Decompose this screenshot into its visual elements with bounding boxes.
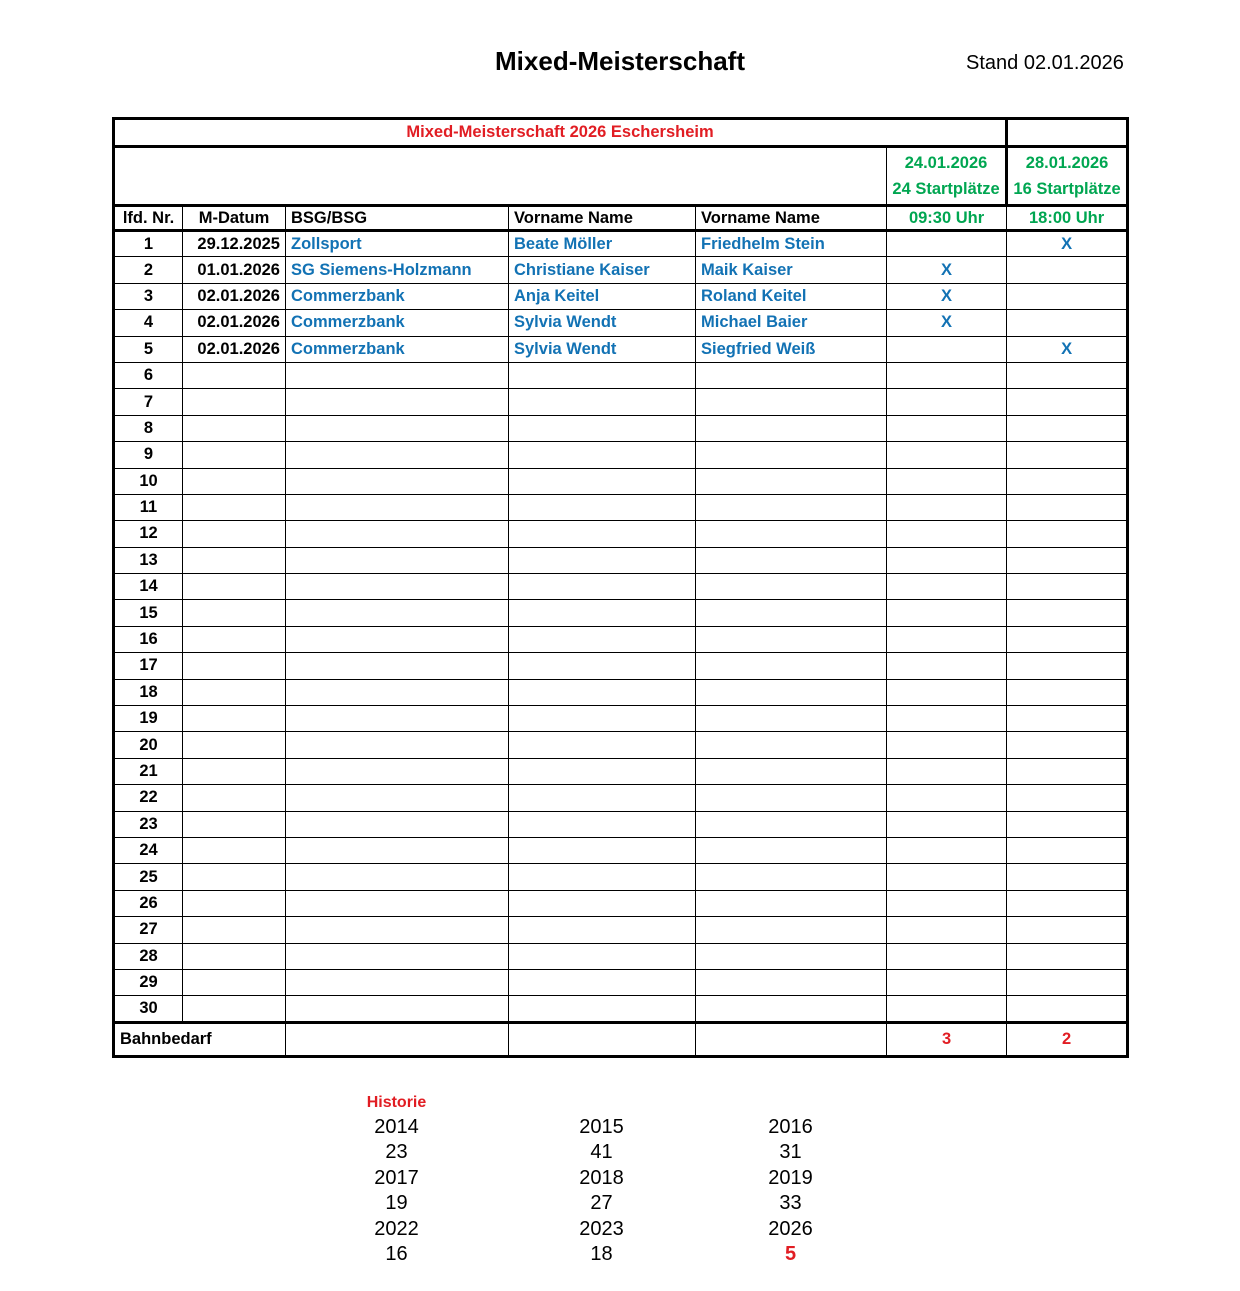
entry-name1-cell (509, 547, 696, 573)
entry-session1-mark-cell (887, 336, 1007, 362)
entry-bsg-cell: Commerzbank (286, 283, 509, 309)
stand-date: Stand 02.01.2026 (966, 52, 1124, 74)
entry-name2-cell (696, 389, 887, 415)
entry-bsg-cell (286, 837, 509, 863)
entry-bsg-cell (286, 468, 509, 494)
historie-value: 41 (590, 1141, 613, 1164)
entry-session1-mark-cell (887, 679, 1007, 705)
entry-session1-mark-cell (887, 785, 1007, 811)
entry-name2-cell (696, 653, 887, 679)
entry-number-cell: 23 (114, 811, 183, 837)
entry-number-cell: 21 (114, 758, 183, 784)
empty-entry-row (114, 362, 1128, 388)
entry-name1-cell (509, 969, 696, 995)
entry-name1-cell (509, 943, 696, 969)
entry-bsg-cell (286, 494, 509, 520)
entry-number-cell: 10 (114, 468, 183, 494)
entry-date-cell: 02.01.2026 (183, 310, 286, 336)
entry-date-cell (183, 969, 286, 995)
entry-number-cell: 30 (114, 996, 183, 1022)
session1-header-cell (887, 147, 1007, 206)
entry-bsg-cell (286, 600, 509, 626)
entry-date-cell (183, 653, 286, 679)
historie-value: 2015 (579, 1116, 624, 1138)
entry-bsg-cell (286, 943, 509, 969)
entry-number-cell: 13 (114, 547, 183, 573)
entry-number-cell: 9 (114, 442, 183, 468)
entry-name2-cell (696, 626, 887, 652)
historie-row (285, 1191, 886, 1216)
entry-name1-cell (509, 996, 696, 1022)
entry-name2-cell (696, 732, 887, 758)
historie-value: 27 (590, 1192, 613, 1215)
entry-session2-mark-cell (1007, 362, 1128, 388)
entry-bsg-cell (286, 362, 509, 388)
entry-name1-cell: Sylvia Wendt (509, 336, 696, 362)
entry-session1-mark-cell (887, 732, 1007, 758)
entry-number-cell: 8 (114, 415, 183, 441)
entry-date-cell (183, 811, 286, 837)
entry-session1-mark-cell: X (887, 283, 1007, 309)
column-header-m-datum: M-Datum (183, 206, 286, 231)
entry-session1-mark-cell (887, 494, 1007, 520)
entry-name2-cell: Michael Baier (696, 310, 887, 336)
entry-name1-cell (509, 468, 696, 494)
entry-name2-cell (696, 468, 887, 494)
entry-name1-cell (509, 521, 696, 547)
registration-table (112, 117, 1129, 1058)
historie-row (285, 1115, 886, 1140)
entry-date-cell (183, 706, 286, 732)
entry-session2-mark-cell (1007, 310, 1128, 336)
entry-date-cell: 01.01.2026 (183, 257, 286, 283)
entry-number-cell: 26 (114, 890, 183, 916)
entry-session2-mark-cell (1007, 837, 1128, 863)
entry-number-cell: 25 (114, 864, 183, 890)
historie-row (285, 1166, 886, 1191)
entry-session2-mark-cell (1007, 257, 1128, 283)
column-header-bsg: BSG/BSG (286, 206, 509, 231)
historie-value: 18 (590, 1242, 613, 1265)
entry-number-cell: 2 (114, 257, 183, 283)
entry-name1-cell (509, 494, 696, 520)
entry-date-cell (183, 917, 286, 943)
entry-date-cell (183, 389, 286, 415)
entry-session2-mark-cell (1007, 626, 1128, 652)
empty-entry-row (114, 389, 1128, 415)
empty-entry-row (114, 943, 1128, 969)
entry-bsg-cell (286, 785, 509, 811)
entry-date-cell (183, 890, 286, 916)
entry-number-cell: 3 (114, 283, 183, 309)
entry-name2-cell (696, 362, 887, 388)
entry-name1-cell (509, 917, 696, 943)
entry-name1-cell (509, 811, 696, 837)
entry-date-cell (183, 864, 286, 890)
entry-row (114, 310, 1128, 336)
dates-spacer-cell (114, 147, 887, 206)
entry-name2-cell (696, 547, 887, 573)
entry-session1-mark-cell (887, 943, 1007, 969)
entry-name2-cell (696, 969, 887, 995)
entry-bsg-cell: Commerzbank (286, 336, 509, 362)
entry-session2-mark-cell (1007, 521, 1128, 547)
entry-bsg-cell (286, 732, 509, 758)
historie-label: Historie (366, 1094, 427, 1111)
session2-date: 28.01.2026 (1025, 154, 1109, 172)
entry-row (114, 283, 1128, 309)
entry-session2-mark-cell (1007, 600, 1128, 626)
entry-session2-mark-cell (1007, 758, 1128, 784)
column-header-time-1: 09:30 Uhr (887, 206, 1007, 231)
entry-number-cell: 11 (114, 494, 183, 520)
entry-session1-mark-cell (887, 362, 1007, 388)
entry-name1-cell (509, 864, 696, 890)
entry-date-cell (183, 626, 286, 652)
entry-number-cell: 5 (114, 336, 183, 362)
entry-date-cell (183, 732, 286, 758)
historie-value: 5 (784, 1242, 797, 1265)
historie-value: 23 (385, 1141, 408, 1164)
entry-session2-mark-cell (1007, 679, 1128, 705)
entry-number-cell: 29 (114, 969, 183, 995)
entry-name2-cell (696, 574, 887, 600)
entry-session1-mark-cell (887, 468, 1007, 494)
entry-number-cell: 7 (114, 389, 183, 415)
empty-entry-row (114, 890, 1128, 916)
entry-name2-cell (696, 442, 887, 468)
entry-name1-cell (509, 785, 696, 811)
entry-session1-mark-cell (887, 890, 1007, 916)
session2-slots: 16 Startplätze (1013, 180, 1121, 198)
entry-session2-mark-cell (1007, 943, 1128, 969)
entry-date-cell: 29.12.2025 (183, 231, 286, 257)
entry-bsg-cell (286, 969, 509, 995)
entry-name2-cell (696, 943, 887, 969)
entry-name1-cell: Sylvia Wendt (509, 310, 696, 336)
entry-name2-cell (696, 521, 887, 547)
empty-entry-row (114, 969, 1128, 995)
entry-bsg-cell: SG Siemens-Holzmann (286, 257, 509, 283)
entry-session2-mark-cell (1007, 864, 1128, 890)
entry-session2-mark-cell (1007, 996, 1128, 1022)
entry-number-cell: 1 (114, 231, 183, 257)
empty-entry-row (114, 442, 1128, 468)
entry-session2-mark-cell (1007, 574, 1128, 600)
empty-entry-row (114, 653, 1128, 679)
entry-bsg-cell (286, 996, 509, 1022)
entry-number-cell: 6 (114, 362, 183, 388)
entry-date-cell (183, 362, 286, 388)
historie-value: 2018 (579, 1166, 624, 1189)
entry-bsg-cell (286, 890, 509, 916)
empty-entry-row (114, 600, 1128, 626)
column-header-vorname-1: Vorname Name (509, 206, 696, 231)
entry-number-cell: 27 (114, 917, 183, 943)
entry-date-cell: 02.01.2026 (183, 283, 286, 309)
entry-bsg-cell (286, 811, 509, 837)
entry-session2-mark-cell (1007, 494, 1128, 520)
entry-name1-cell (509, 837, 696, 863)
bahnbedarf-empty-cell (509, 1022, 696, 1056)
historie-value: 2023 (579, 1217, 624, 1240)
empty-entry-row (114, 679, 1128, 705)
empty-entry-row (114, 706, 1128, 732)
entry-session1-mark-cell (887, 706, 1007, 732)
entry-name2-cell: Friedhelm Stein (696, 231, 887, 257)
entry-name2-cell (696, 864, 887, 890)
entry-number-cell: 19 (114, 706, 183, 732)
entry-date-cell (183, 442, 286, 468)
entry-session2-mark-cell (1007, 283, 1128, 309)
entry-bsg-cell: Zollsport (286, 231, 509, 257)
entry-bsg-cell: Commerzbank (286, 310, 509, 336)
entry-session2-mark-cell (1007, 811, 1128, 837)
empty-entry-row (114, 785, 1128, 811)
entry-session2-mark-cell (1007, 547, 1128, 573)
entry-session2-mark-cell (1007, 653, 1128, 679)
entry-bsg-cell (286, 679, 509, 705)
empty-entry-row (114, 811, 1128, 837)
entry-session2-mark-cell (1007, 442, 1128, 468)
entry-bsg-cell (286, 706, 509, 732)
entry-number-cell: 16 (114, 626, 183, 652)
historie-value: 19 (385, 1192, 408, 1215)
empty-entry-row (114, 758, 1128, 784)
entry-session1-mark-cell (887, 231, 1007, 257)
entry-name2-cell (696, 600, 887, 626)
column-header-time-2: 18:00 Uhr (1007, 206, 1128, 231)
entry-session1-mark-cell (887, 574, 1007, 600)
entry-number-cell: 18 (114, 679, 183, 705)
entry-name1-cell (509, 679, 696, 705)
entry-name2-cell (696, 415, 887, 441)
entry-name2-cell: Siegfried Weiß (696, 336, 887, 362)
empty-entry-row (114, 732, 1128, 758)
entry-session1-mark-cell (887, 653, 1007, 679)
entry-name1-cell: Beate Möller (509, 231, 696, 257)
session1-date: 24.01.2026 (904, 154, 988, 172)
session2-header-cell (1007, 147, 1128, 206)
entry-name1-cell (509, 415, 696, 441)
empty-entry-row (114, 917, 1128, 943)
entry-name1-cell (509, 362, 696, 388)
entry-bsg-cell (286, 574, 509, 600)
entry-date-cell (183, 837, 286, 863)
historie-value: 2014 (374, 1116, 419, 1138)
historie-row (285, 1140, 886, 1165)
historie-row (285, 1217, 886, 1242)
entry-session1-mark-cell (887, 917, 1007, 943)
empty-entry-row (114, 468, 1128, 494)
historie-value: 2026 (768, 1217, 813, 1240)
empty-entry-row (114, 415, 1128, 441)
entry-row (114, 257, 1128, 283)
empty-entry-row (114, 626, 1128, 652)
entry-bsg-cell (286, 415, 509, 441)
entry-date-cell (183, 547, 286, 573)
entry-bsg-cell (286, 521, 509, 547)
entry-session1-mark-cell (887, 442, 1007, 468)
historie-value: 2016 (768, 1116, 813, 1138)
entry-name2-cell (696, 917, 887, 943)
historie-value: 31 (779, 1141, 802, 1164)
entry-name1-cell (509, 626, 696, 652)
entry-date-cell (183, 494, 286, 520)
entry-name2-cell (696, 494, 887, 520)
entry-number-cell: 4 (114, 310, 183, 336)
entry-name1-cell: Anja Keitel (509, 283, 696, 309)
entry-bsg-cell (286, 626, 509, 652)
entry-name2-cell (696, 890, 887, 916)
entry-number-cell: 22 (114, 785, 183, 811)
entry-session2-mark-cell (1007, 969, 1128, 995)
entry-row (114, 336, 1128, 362)
column-header-vorname-2: Vorname Name (696, 206, 887, 231)
table-title-spacer-cell (1007, 119, 1128, 147)
bahnbedarf-empty-cell (286, 1022, 509, 1056)
entry-bsg-cell (286, 917, 509, 943)
entry-name2-cell (696, 837, 887, 863)
entry-number-cell: 14 (114, 574, 183, 600)
entry-session2-mark-cell (1007, 706, 1128, 732)
column-header-row (114, 206, 1128, 231)
entry-date-cell (183, 943, 286, 969)
empty-entry-row (114, 574, 1128, 600)
empty-entry-row (114, 547, 1128, 573)
entry-session2-mark-cell (1007, 389, 1128, 415)
entry-number-cell: 15 (114, 600, 183, 626)
empty-entry-row (114, 864, 1128, 890)
entry-date-cell (183, 468, 286, 494)
historie-value: 33 (779, 1192, 802, 1215)
entry-session2-mark-cell: X (1007, 336, 1128, 362)
entry-name2-cell (696, 706, 887, 732)
entry-session2-mark-cell (1007, 785, 1128, 811)
entry-bsg-cell (286, 442, 509, 468)
entry-date-cell (183, 758, 286, 784)
entry-date-cell: 02.01.2026 (183, 336, 286, 362)
entry-session2-mark-cell (1007, 468, 1128, 494)
entry-name2-cell (696, 996, 887, 1022)
entry-session1-mark-cell (887, 626, 1007, 652)
entry-number-cell: 20 (114, 732, 183, 758)
entry-date-cell (183, 600, 286, 626)
entry-row (114, 231, 1128, 257)
entry-name2-cell (696, 785, 887, 811)
page-title: Mixed-Meisterschaft (495, 46, 745, 76)
entry-date-cell (183, 996, 286, 1022)
entry-name2-cell: Maik Kaiser (696, 257, 887, 283)
entry-number-cell: 24 (114, 837, 183, 863)
entry-session2-mark-cell (1007, 890, 1128, 916)
entry-session2-mark-cell: X (1007, 231, 1128, 257)
entry-session1-mark-cell (887, 811, 1007, 837)
empty-entry-row (114, 996, 1128, 1022)
entry-session1-mark-cell (887, 996, 1007, 1022)
entry-name1-cell (509, 574, 696, 600)
entry-date-cell (183, 574, 286, 600)
empty-entry-row (114, 521, 1128, 547)
entry-name2-cell (696, 758, 887, 784)
entry-number-cell: 17 (114, 653, 183, 679)
historie-section (285, 1091, 886, 1267)
entry-session1-mark-cell (887, 415, 1007, 441)
entry-number-cell: 12 (114, 521, 183, 547)
historie-value: 2017 (374, 1166, 419, 1189)
empty-entry-row (114, 494, 1128, 520)
bahnbedarf-empty-cell (696, 1022, 887, 1056)
entry-bsg-cell (286, 864, 509, 890)
entry-bsg-cell (286, 547, 509, 573)
historie-value: 2022 (374, 1217, 419, 1240)
empty-entry-row (114, 837, 1128, 863)
entry-session1-mark-cell: X (887, 310, 1007, 336)
entry-session1-mark-cell (887, 547, 1007, 573)
entry-session1-mark-cell (887, 389, 1007, 415)
entry-name1-cell (509, 732, 696, 758)
entry-date-cell (183, 785, 286, 811)
entry-name1-cell: Christiane Kaiser (509, 257, 696, 283)
entry-date-cell (183, 679, 286, 705)
session-dates-row (114, 147, 1128, 206)
entry-session1-mark-cell (887, 837, 1007, 863)
entry-name1-cell (509, 389, 696, 415)
bahnbedarf-count-session1: 3 (887, 1022, 1007, 1056)
historie-row (285, 1242, 886, 1267)
entry-session2-mark-cell (1007, 917, 1128, 943)
entry-name1-cell (509, 890, 696, 916)
bahnbedarf-count-session2: 2 (1007, 1022, 1128, 1056)
column-header-lfd-nr: lfd. Nr. (114, 206, 183, 231)
entry-name1-cell (509, 706, 696, 732)
entry-bsg-cell (286, 389, 509, 415)
entry-number-cell: 28 (114, 943, 183, 969)
bahnbedarf-label: Bahnbedarf (114, 1022, 286, 1056)
entry-date-cell (183, 521, 286, 547)
entry-bsg-cell (286, 758, 509, 784)
entry-session1-mark-cell (887, 864, 1007, 890)
entry-name1-cell (509, 600, 696, 626)
entry-name1-cell (509, 758, 696, 784)
table-title: Mixed-Meisterschaft 2026 Eschersheim (114, 119, 1007, 147)
entry-name1-cell (509, 653, 696, 679)
entry-session1-mark-cell (887, 521, 1007, 547)
entry-bsg-cell (286, 653, 509, 679)
entry-session1-mark-cell: X (887, 257, 1007, 283)
bahnbedarf-row (114, 1022, 1128, 1056)
entry-name1-cell (509, 442, 696, 468)
entry-name2-cell (696, 679, 887, 705)
entry-session1-mark-cell (887, 600, 1007, 626)
entry-name2-cell (696, 811, 887, 837)
entry-date-cell (183, 415, 286, 441)
table-title-row (114, 119, 1128, 147)
entry-name2-cell: Roland Keitel (696, 283, 887, 309)
entry-session2-mark-cell (1007, 415, 1128, 441)
historie-value: 16 (385, 1242, 408, 1265)
entry-session2-mark-cell (1007, 732, 1128, 758)
entry-session1-mark-cell (887, 969, 1007, 995)
session1-slots: 24 Startplätze (892, 180, 1000, 198)
historie-value: 2019 (768, 1166, 813, 1189)
entry-session1-mark-cell (887, 758, 1007, 784)
